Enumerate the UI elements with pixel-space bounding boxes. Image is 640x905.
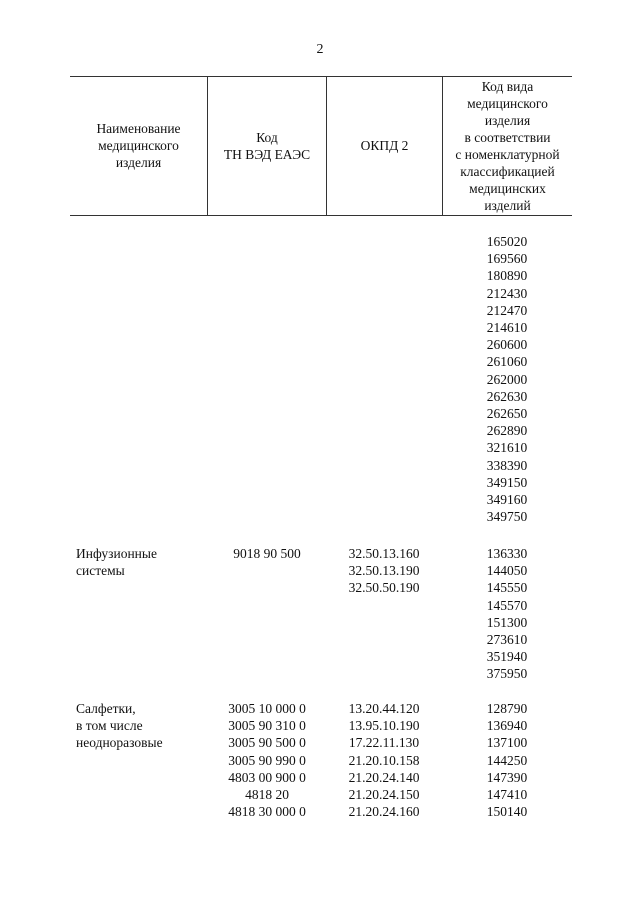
code: 180890: [486, 268, 528, 284]
code: 351940: [486, 649, 528, 665]
okpd-code: 21.20.10.158: [348, 752, 420, 768]
okpd-code: 32.50.13.190: [348, 563, 420, 579]
name-line: Инфузионные: [76, 546, 157, 561]
code: 349750: [486, 509, 528, 525]
name-line: в том числе: [76, 718, 143, 734]
header-kind-line: изделия: [484, 113, 531, 128]
name-line: системы: [76, 563, 125, 579]
tnved-code: 3005 90 500 0: [228, 735, 306, 751]
header-kind: [443, 77, 572, 215]
code: 262890: [486, 423, 528, 439]
tnved-code: 3005 90 990 0: [228, 752, 306, 768]
tnved-code: 3005 90 310 0: [228, 718, 306, 734]
tnved-code: 4803 00 900 0: [228, 769, 306, 785]
code: 321610: [486, 440, 528, 456]
code: 375950: [486, 666, 528, 682]
okpd-code: 32.50.50.190: [348, 580, 420, 596]
code: 144050: [486, 563, 528, 579]
row-2-tnved: [208, 700, 326, 820]
okpd-code: 21.20.24.160: [348, 804, 420, 820]
header-name-line: Наименование: [96, 121, 181, 136]
tnved-code: 3005 10 000 0: [228, 701, 306, 716]
okpd-code: 13.95.10.190: [348, 718, 420, 734]
header-kind-line: в соответствии: [464, 130, 551, 145]
code: 145570: [486, 597, 528, 613]
header-name: [70, 76, 207, 215]
okpd-code: 32.50.13.160: [348, 546, 420, 561]
code: 144250: [486, 752, 528, 768]
okpd-code: 21.20.24.150: [348, 787, 420, 803]
row-1-codes: [443, 545, 571, 683]
code: 262630: [486, 388, 528, 404]
name-line: неодноразовые: [76, 735, 163, 751]
header-kind-line: медицинского: [467, 96, 548, 111]
code: 151300: [486, 614, 528, 630]
tnved-code: 9018 90 500: [233, 546, 301, 561]
row-1-okpd: [327, 545, 441, 597]
header-kind-line: медицинских: [469, 181, 546, 196]
code: 136330: [486, 546, 528, 561]
tnved-code: 4818 20: [245, 787, 289, 803]
code: 147390: [486, 769, 528, 785]
page-number: 2: [316, 42, 324, 57]
okpd-code: 21.20.24.140: [348, 769, 420, 785]
code: 137100: [486, 735, 528, 751]
code: 273610: [486, 632, 528, 648]
header-kind-line: Код вида: [481, 79, 534, 94]
name-line: Салфетки,: [76, 701, 136, 716]
row-2-name: [76, 700, 206, 752]
code: 145550: [486, 580, 528, 596]
code: 262000: [486, 371, 528, 387]
code: 136940: [486, 718, 528, 734]
row-1-tnved: [208, 545, 326, 562]
code: 128790: [486, 701, 528, 716]
code: 212470: [486, 302, 528, 318]
code: 212430: [486, 285, 528, 301]
code: 147410: [486, 787, 528, 803]
header-tnved: [208, 76, 326, 215]
code: 169560: [486, 251, 528, 267]
row-2-okpd: [327, 700, 441, 820]
code: 262650: [486, 406, 528, 422]
header-tnved-line: ТН ВЭД ЕАЭС: [223, 146, 311, 162]
code: 260600: [486, 337, 528, 353]
okpd-code: 17.22.11.130: [348, 735, 420, 751]
code: 165020: [486, 234, 528, 249]
code: 349150: [486, 474, 528, 490]
row-0-codes: [443, 233, 571, 525]
header-okpd: [327, 76, 442, 215]
code: 349160: [486, 492, 528, 508]
code: 150140: [486, 804, 528, 820]
okpd-code: 13.20.44.120: [348, 701, 420, 716]
header-tnved-line: Код: [256, 129, 278, 145]
code: 214610: [486, 320, 528, 336]
code: 338390: [486, 457, 528, 473]
header-name-line: медицинского: [98, 138, 179, 153]
tnved-code: 4818 30 000 0: [228, 804, 306, 820]
header-kind-line: изделий: [484, 198, 531, 213]
header-kind-line: с номенклатурной: [455, 147, 560, 162]
table-header-rule: [70, 215, 572, 216]
header-okpd-line: ОКПД 2: [360, 138, 409, 153]
header-name-line: изделия: [115, 155, 162, 170]
code: 261060: [486, 354, 528, 370]
row-2-codes: [443, 700, 571, 820]
row-1-name: [76, 545, 206, 579]
header-kind-line: классификацией: [460, 164, 555, 179]
